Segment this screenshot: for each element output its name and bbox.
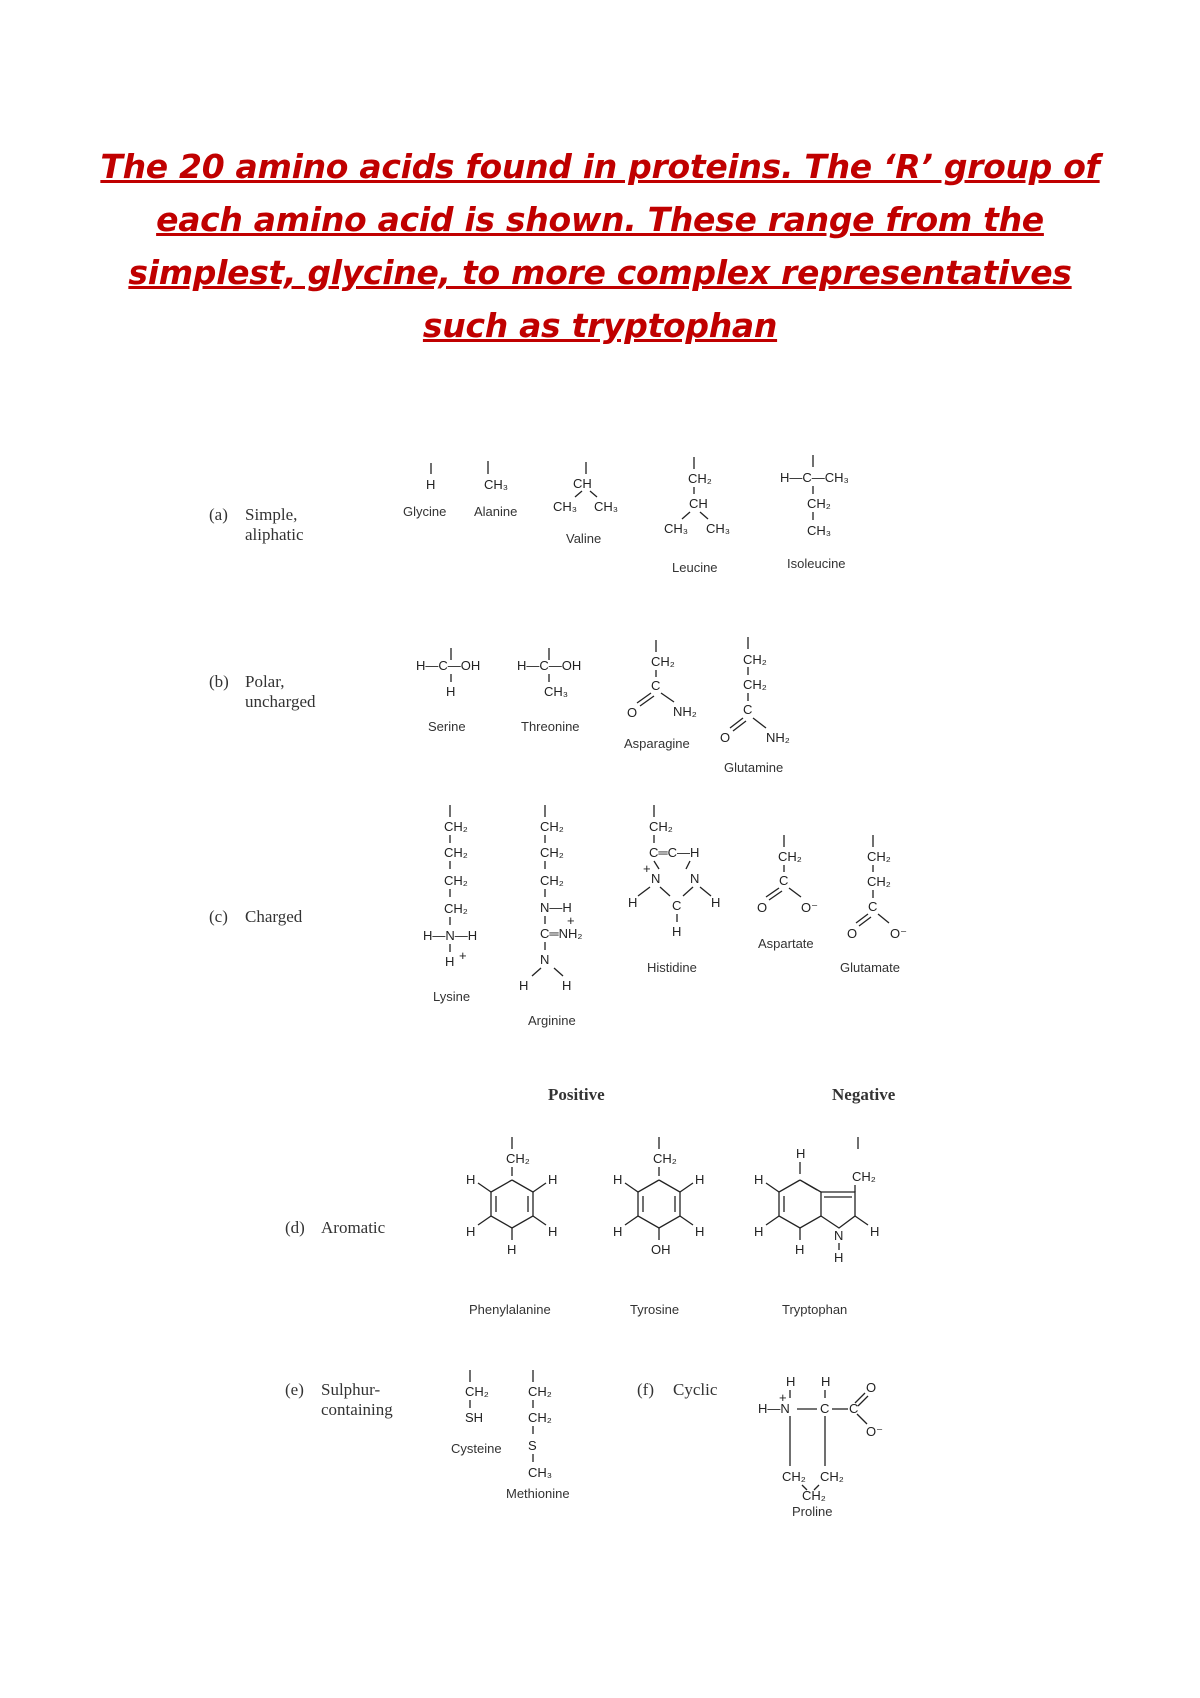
atom-label: CH₂ [782,1469,806,1484]
atom-label: O⁻ [890,926,907,941]
atom-label: CH₃ [484,477,509,492]
glycine-structure [426,463,435,492]
atom-label: H [672,924,682,939]
atom-label: CH₂ [444,901,468,916]
category-label: uncharged [245,692,316,711]
isoleucine-structure [780,455,849,538]
label-asparagine: Asparagine [624,736,690,751]
atom-label: H [795,1242,805,1257]
category-letter: (b) [209,672,229,691]
atom-label: C [820,1401,830,1416]
atom-label: CH₂ [506,1151,530,1166]
category-letter: (e) [285,1380,304,1399]
asparagine-structure [627,640,697,720]
atom-label: CH₂ [807,496,831,511]
label-serine: Serine [428,719,466,734]
alanine-structure [484,461,508,492]
atom-label: H [519,978,529,993]
atom-label: CH₂ [444,873,468,888]
atom-label: H—N [758,1401,790,1416]
category-label: Sulphur- [321,1380,381,1399]
atom-label: CH₂ [444,819,468,834]
charge-label: + [567,913,575,928]
atom-label: H [786,1374,796,1389]
atom-label: CH [573,476,592,491]
tryptophan-structure [754,1137,879,1265]
atom-label: CH₂ [778,849,802,864]
atom-label: O⁻ [801,900,818,915]
atom-label: H [507,1242,517,1257]
label-histidine: Histidine [647,960,697,975]
atom-label: O [627,705,638,720]
atom-label: O [866,1380,877,1395]
atom-label: O [847,926,858,941]
glutamine-structure [720,637,790,745]
atom-label: C═NH₂ [540,926,583,941]
atom-label: O [757,900,768,915]
title-line: simplest, glycine, to more complex representatives [128,253,1072,292]
leucine-structure [664,457,730,536]
atom-label: H [695,1172,705,1187]
charge-label: + [779,1390,787,1405]
atom-label: N [834,1228,844,1243]
atom-label: H [466,1224,476,1239]
atom-label: H [613,1224,623,1239]
atom-label: N [540,952,550,967]
category-letter: (a) [209,505,228,524]
atom-label: H [445,954,455,969]
heading-positive: Positive [548,1085,605,1104]
glutamate-structure [847,835,907,941]
atom-label: CH₂ [540,819,564,834]
atom-label: CH [689,496,708,511]
title-line: each amino acid is shown. These range from the [156,200,1044,239]
serine-structure [416,648,480,699]
label-threonine: Threonine [521,719,580,734]
title-line: The 20 amino acids found in proteins. The ‘R’ group of [100,147,1100,186]
atom-label: H [796,1146,806,1161]
atom-label: CH₂ [867,874,891,889]
atom-label: CH₂ [743,652,767,667]
atom-label: C [779,873,789,888]
atom-label: C [651,678,661,693]
atom-label: CH₂ [540,845,564,860]
category-label: Polar, [245,672,285,691]
atom-label: N [690,871,700,886]
atom-label: CH₃ [664,521,689,536]
atom-label: H [628,895,638,910]
lysine-structure [423,805,477,969]
atom-label: CH₂ [444,845,468,860]
atom-label: H [548,1172,558,1187]
atom-label: CH₃ [544,684,569,699]
atom-label: H [426,477,436,492]
atom-label: CH₂ [743,677,767,692]
atom-label: O⁻ [866,1424,883,1439]
aspartate-structure [757,835,818,915]
category-letter: (f) [637,1380,654,1399]
atom-label: S [528,1438,537,1453]
atom-label: H—C—OH [416,658,481,673]
atom-label: CH₃ [553,499,578,514]
atom-label: CH₂ [540,873,564,888]
label-alanine: Alanine [474,504,518,519]
atom-label: CH₂ [867,849,891,864]
atom-label: CH₂ [465,1384,489,1399]
atom-label: CH₂ [651,654,675,669]
label-valine: Valine [566,531,602,546]
category-label: containing [321,1400,393,1419]
atom-label: CH₂ [528,1410,552,1425]
label-isoleucine: Isoleucine [787,556,846,571]
atom-label: H [711,895,721,910]
charge-label: + [459,948,467,963]
atom-label: H [754,1172,764,1187]
atom-label: H—N—H [423,928,478,943]
atom-label: CH₂ [528,1384,552,1399]
category-letter: (c) [209,907,228,926]
tyrosine-structure [613,1137,704,1257]
charge-label: + [643,861,651,876]
atom-label: CH₃ [807,523,832,538]
atom-label: H [870,1224,880,1239]
atom-label: H [446,684,456,699]
label-lysine: Lysine [433,989,471,1004]
category-letter: (d) [285,1218,305,1237]
atom-label: CH₃ [706,521,731,536]
atom-label: H [821,1374,831,1389]
atom-label: CH₂ [802,1488,826,1503]
label-arginine: Arginine [528,1013,576,1028]
category-label: Simple, [245,505,298,524]
label-glutamine: Glutamine [724,760,784,775]
cysteine-structure [465,1370,489,1425]
label-methionine: Methionine [506,1486,570,1501]
label-tryptophan: Tryptophan [782,1302,848,1317]
label-glycine: Glycine [403,504,447,519]
methionine-structure [528,1370,552,1480]
atom-label: OH [651,1242,671,1257]
label-phenylalanine: Phenylalanine [469,1302,551,1317]
atom-label: CH₂ [653,1151,677,1166]
atom-label: CH₂ [852,1169,876,1184]
atom-label: H [562,978,572,993]
category-label: Charged [245,907,303,926]
category-label: Cyclic [673,1380,718,1399]
histidine-structure [628,805,720,939]
atom-label: SH [465,1410,484,1425]
proline-structure [758,1374,883,1503]
atom-label: NH₂ [673,704,697,719]
label-tyrosine: Tyrosine [630,1302,680,1317]
atom-label: H [834,1250,844,1265]
atom-label: C═C—H [649,845,700,860]
atom-label: H—C—CH₃ [780,470,849,485]
title-line: such as tryptophan [422,306,778,345]
atom-label: N [651,871,661,886]
atom-label: H [466,1172,476,1187]
atom-label: C [743,702,753,717]
atom-label: C [868,899,878,914]
label-leucine: Leucine [672,560,718,575]
category-label: aliphatic [245,525,304,544]
threonine-structure [517,648,581,699]
atom-label: CH₃ [594,499,619,514]
atom-label: CH₂ [649,819,673,834]
atom-label: H—C—OH [517,658,582,673]
arginine-structure [519,805,582,993]
atom-label: CH₃ [528,1465,553,1480]
atom-label: CH₂ [820,1469,844,1484]
heading-negative: Negative [832,1085,896,1104]
atom-label: NH₂ [766,730,790,745]
label-proline: Proline [792,1504,833,1519]
atom-label: O [720,730,731,745]
label-cysteine: Cysteine [451,1441,502,1456]
category-label: Aromatic [321,1218,386,1237]
label-glutamate: Glutamate [840,960,900,975]
phenylalanine-structure [466,1137,557,1257]
atom-label: C [849,1401,859,1416]
atom-label: H [613,1172,623,1187]
atom-label: N—H [540,900,572,915]
atom-label: H [695,1224,705,1239]
valine-structure [553,462,618,514]
atom-label: H [548,1224,558,1239]
atom-label: CH₂ [688,471,712,486]
atom-label: C [672,898,682,913]
label-aspartate: Aspartate [758,936,814,951]
atom-label: H [754,1224,764,1239]
